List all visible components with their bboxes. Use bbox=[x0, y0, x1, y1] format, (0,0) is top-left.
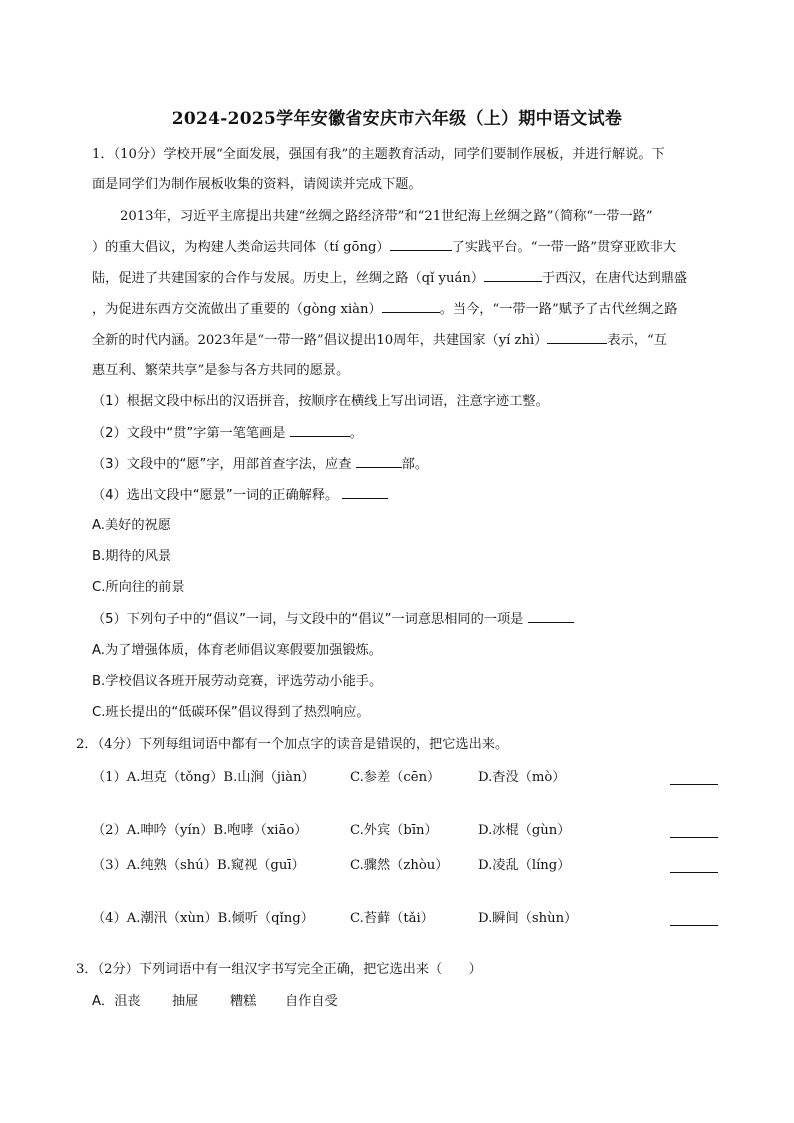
answer-blank[interactable] bbox=[382, 300, 440, 313]
q1-paragraph-line2-b: 了实践平台。“一带一路”贯穿亚欧非大 bbox=[451, 240, 677, 255]
q1-paragraph-line4 bbox=[92, 300, 677, 319]
answer-blank[interactable] bbox=[670, 860, 718, 873]
answer-blank[interactable] bbox=[528, 610, 574, 623]
q1-paragraph-line1: 2013年，习近平主席提出共建“丝绸之路经济带”和“21世纪海上丝绸之路”（简称“一带一路” bbox=[120, 209, 653, 224]
q2-row3-c: C.骤然（zhòu） bbox=[350, 858, 449, 873]
q2-row4-ab: （4）A.潮汛（xùn）B.倾听（qǐng） bbox=[92, 911, 314, 926]
q3-option-a-label: A．沮丧 bbox=[92, 994, 141, 1009]
q1-paragraph-line2-a: ）的重大倡议，为构建人类命运共同体（tí gōng） bbox=[92, 240, 390, 255]
q1-sub5 bbox=[92, 610, 574, 629]
q1-sub5-text: （5）下列句子中的“倡议”一词，与文段中的“倡议”一词意思相同的一项是 bbox=[92, 612, 524, 627]
answer-blank[interactable] bbox=[670, 772, 718, 785]
q1-paragraph-line2 bbox=[92, 238, 676, 257]
page-title: 2024-2025学年安徽省安庆市六年级（上）期中语文试卷 bbox=[171, 109, 623, 129]
q1-sub4-option-a: A.美好的祝愿 bbox=[92, 518, 171, 533]
q1-sub2 bbox=[92, 424, 363, 443]
answer-blank[interactable] bbox=[356, 455, 402, 468]
q1-sub3-text: （3）文段中的“愿”字，用部首查字法，应查 bbox=[92, 457, 352, 472]
q1-sub5-option-a: A.为了增强体质，体育老师倡议寒假要加强锻炼。 bbox=[92, 643, 382, 658]
q1-intro-line2: 面是同学们为制作展板收集的资料，请阅读并完成下题。 bbox=[92, 177, 422, 192]
answer-blank[interactable] bbox=[547, 331, 607, 344]
q3-option-a-word2: 抽屉 bbox=[172, 994, 199, 1009]
q3-option-a-word3: 糟糕 bbox=[230, 994, 257, 1009]
q1-sub5-option-c: C.班长提出的“低碳环保”倡议得到了热烈响应。 bbox=[92, 705, 370, 720]
q1-paragraph-line5-b: 表示，“互 bbox=[607, 333, 667, 348]
answer-blank[interactable] bbox=[484, 269, 542, 282]
q2-row2-c: C.外宾（bīn） bbox=[350, 823, 438, 838]
answer-blank[interactable] bbox=[670, 825, 718, 838]
q1-paragraph-line5-a: 全新的时代内涵。2023年是“一带一路”倡议提出10周年，共建国家（yí zhì） bbox=[92, 333, 548, 348]
q2-row3-ab: （3）A.纯熟（shú）B.窥视（guī） bbox=[92, 858, 305, 873]
q1-paragraph-line6: 惠互利、繁荣共享”是参与各方共同的愿景。 bbox=[92, 363, 350, 378]
q2-row2-d: D.冰棍（gùn） bbox=[478, 823, 571, 838]
answer-blank[interactable] bbox=[670, 913, 718, 926]
q1-sub4-text: （4）选出文段中“愿景”一词的正确解释。 bbox=[92, 488, 339, 503]
q1-sub4-option-c: C.所向往的前景 bbox=[92, 580, 185, 595]
q1-paragraph-line3-a: 陆，促进了共建国家的合作与发展。历史上，丝绸之路（qǐ yuán） bbox=[92, 271, 485, 286]
q3-option-a-word4: 自作自受 bbox=[285, 994, 338, 1009]
q3-intro: 3．（2分）下列词语中有一组汉字书写完全正确，把它选出来（ ） bbox=[76, 962, 482, 977]
q2-row3-d: D.凌乱（líng） bbox=[478, 858, 571, 873]
q1-paragraph-line3-b: 于西汉，在唐代达到鼎盛 bbox=[542, 271, 688, 286]
q1-sub3-end: 部。 bbox=[401, 457, 429, 472]
q2-intro: 2．（4分）下列每组词语中都有一个加点字的读音是错误的，把它选出来。 bbox=[76, 737, 509, 752]
q2-row1-d: D.杳没（mò） bbox=[478, 770, 566, 785]
q2-row4-d: D.瞬间（shùn） bbox=[478, 911, 578, 926]
q2-row2-ab: （2）A.呻吟（yín）B.咆哮（xiāo） bbox=[92, 823, 308, 838]
q2-row1-c: C.参差（cēn） bbox=[350, 770, 441, 785]
q1-sub3 bbox=[92, 455, 428, 474]
q1-sub1: （1）根据文段中标出的汉语拼音，按顺序在横线上写出词语，注意字迹工整。 bbox=[92, 394, 549, 409]
q2-row1-ab: （1）A.坦克（tǒng）B.山涧（jiàn） bbox=[92, 770, 315, 785]
q1-sub4-option-b: B.期待的风景 bbox=[92, 549, 172, 564]
q1-sub5-option-b: B.学校倡议各班开展劳动竞赛，评选劳动小能手。 bbox=[92, 674, 383, 689]
q1-paragraph-line3 bbox=[92, 269, 687, 288]
q1-paragraph-line4-b: 。当今，“一带一路”赋予了古代丝绸之路 bbox=[439, 302, 678, 317]
q1-intro-line1: 1．（10分）学校开展“全面发展，强国有我”的主题教育活动，同学们要制作展板，并进行解说。下 bbox=[92, 147, 665, 162]
answer-blank[interactable] bbox=[342, 486, 388, 499]
q2-row4-c: C.苔藓（tǎi） bbox=[350, 911, 434, 926]
q1-paragraph-line5 bbox=[92, 331, 667, 350]
q1-paragraph-line4-a: ，为促进东西方交流做出了重要的（gòng xiàn） bbox=[92, 302, 382, 317]
answer-blank[interactable] bbox=[390, 238, 452, 251]
q1-sub4 bbox=[92, 486, 388, 505]
q1-sub2-end: 。 bbox=[349, 426, 363, 441]
q1-sub2-text: （2）文段中“贯”字第一笔笔画是 bbox=[92, 426, 286, 441]
answer-blank[interactable] bbox=[290, 424, 350, 437]
